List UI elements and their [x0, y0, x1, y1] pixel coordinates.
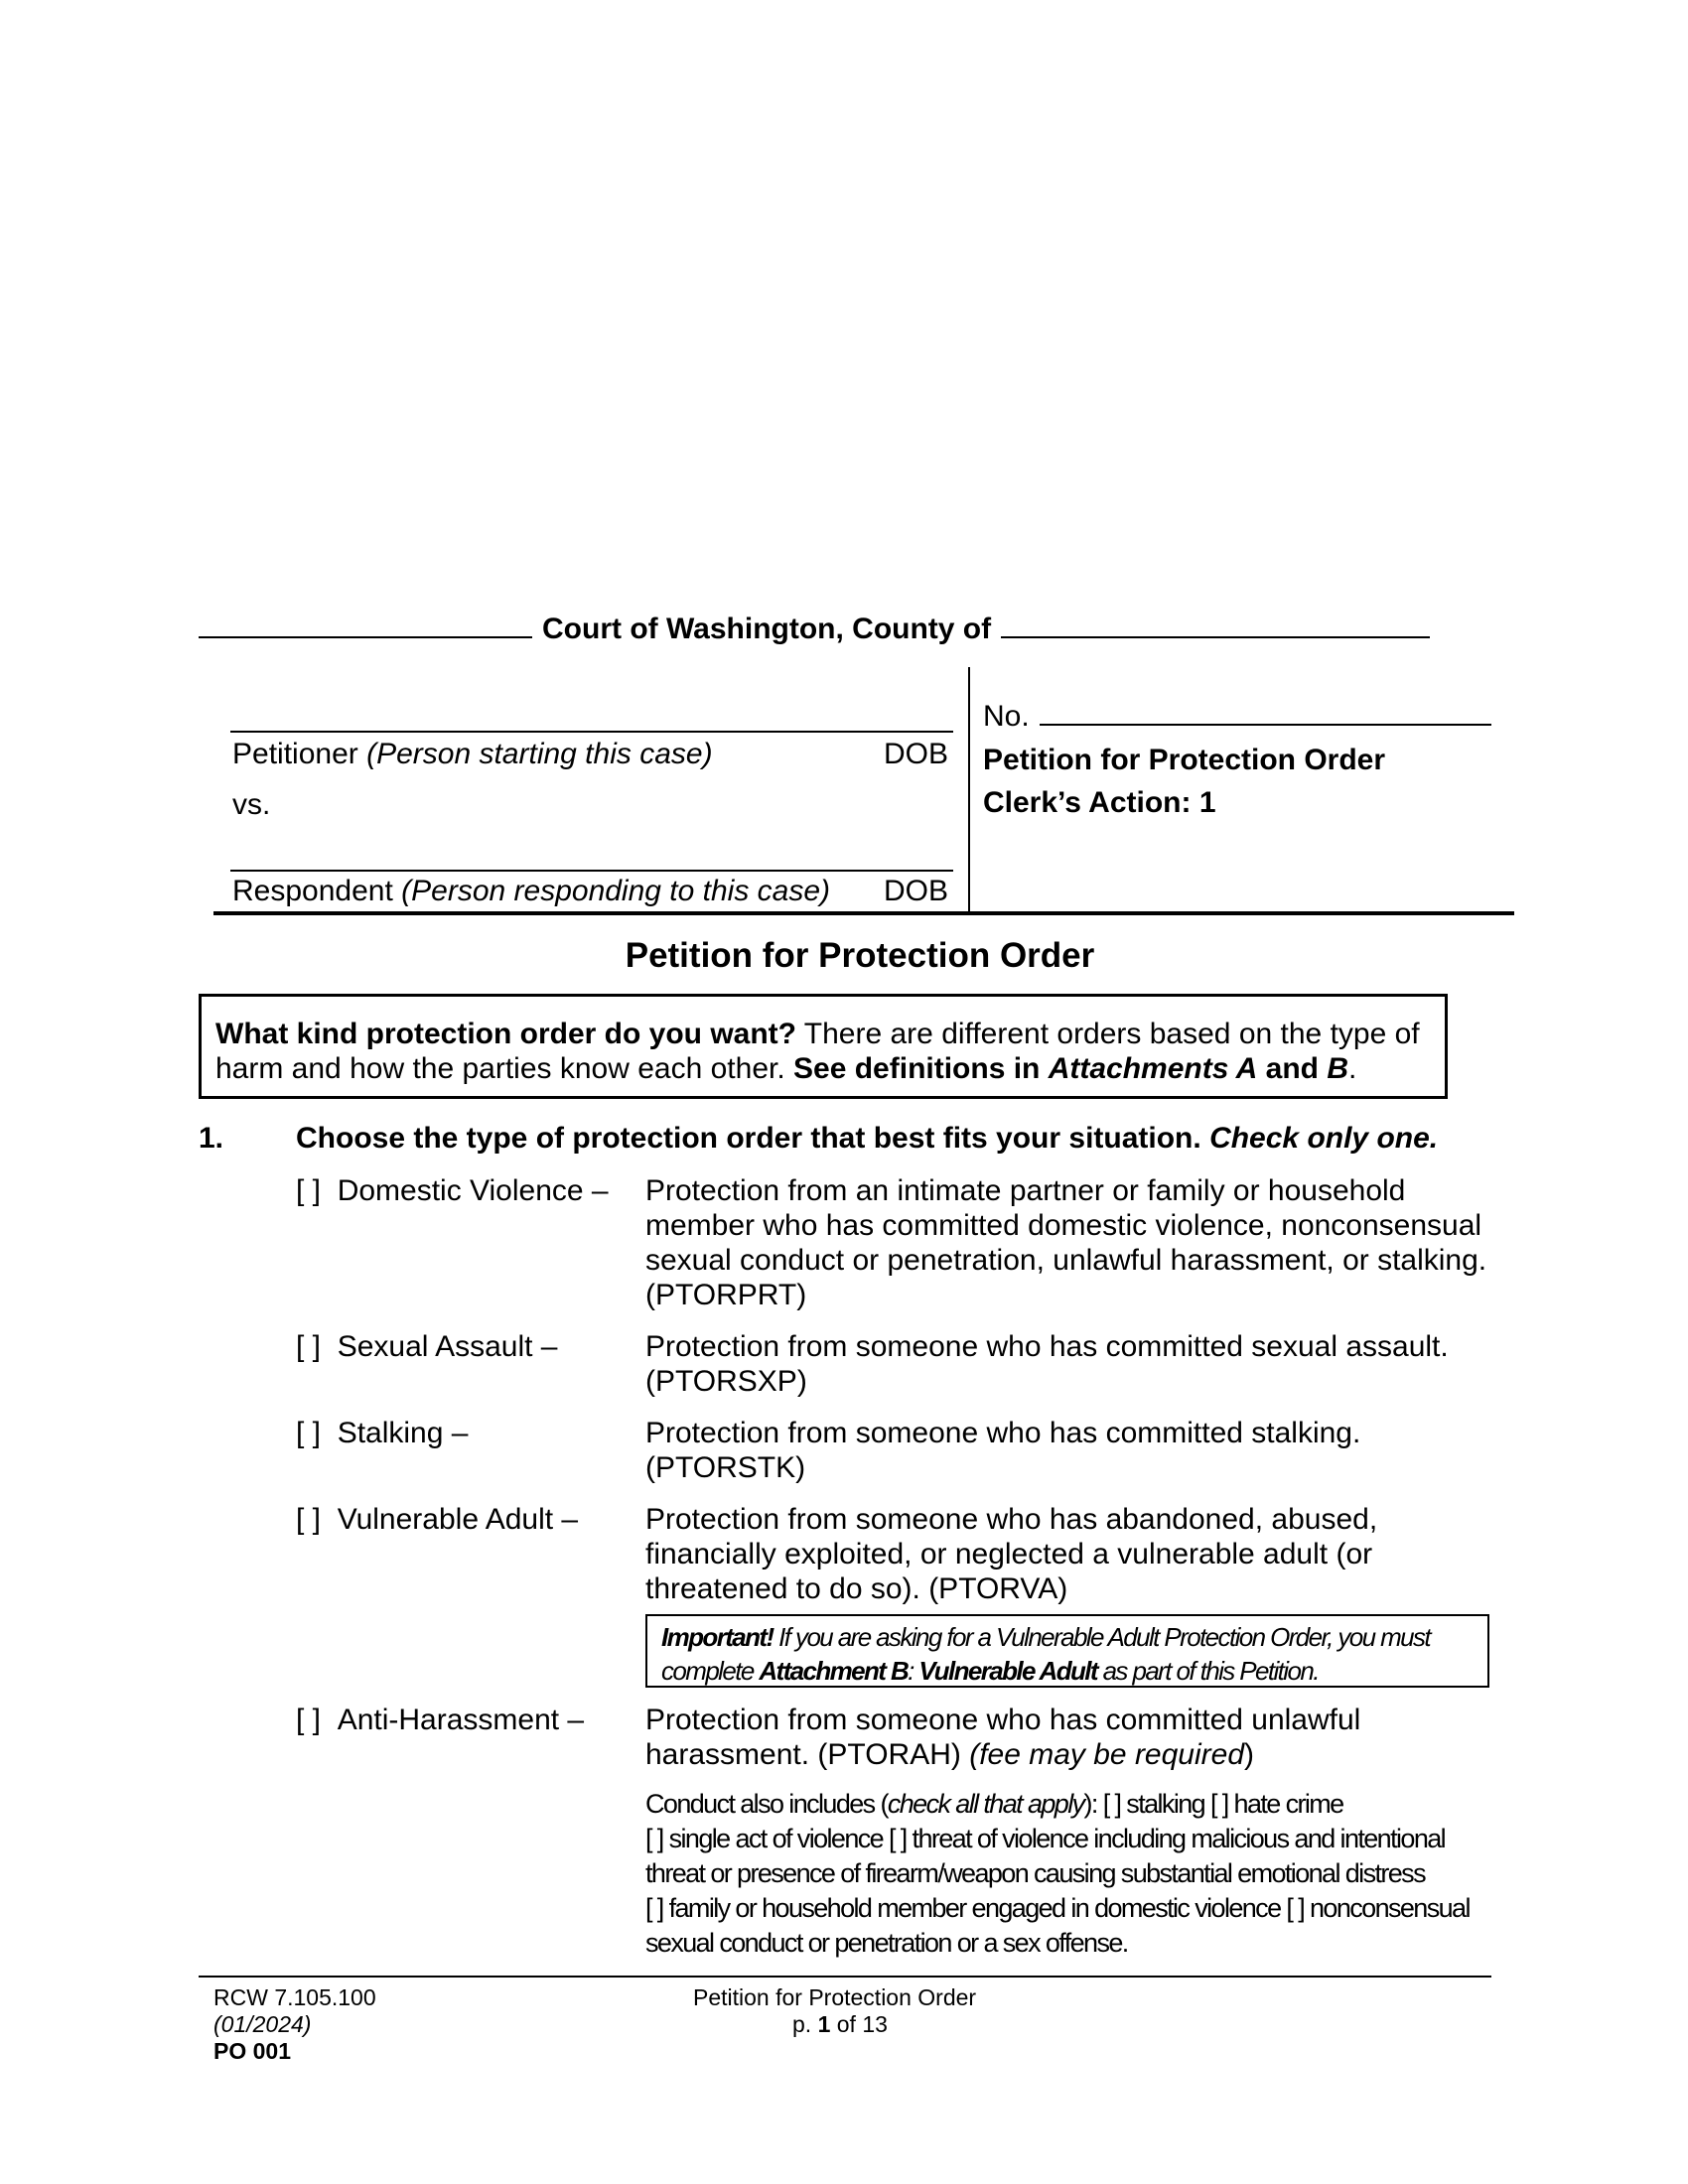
check-only-note: Check only one. — [1209, 1122, 1439, 1155]
petitioner-note: (Person starting this case) — [366, 738, 713, 770]
intro-question: What kind protection order do you want? — [215, 1018, 796, 1050]
case-number: No. — [983, 699, 1491, 735]
conduct-line-2: [ ] single act of violence [ ] threat of violence including malicious and intentional threat or presence of firearm/weapon causing substantial emotional distress — [645, 1824, 1446, 1888]
option-stalking — [296, 1416, 468, 1450]
section1-heading: Choose the type of protection order that best fits your situation. Check only one. — [296, 1122, 1439, 1155]
checkbox[interactable]: [ ] — [296, 1330, 322, 1363]
court-name-blank[interactable] — [199, 636, 532, 638]
respondent-note: (Person responding to this case) — [401, 875, 831, 907]
footer-form: PO 001 — [213, 2038, 291, 2064]
respondent-name-line[interactable] — [230, 870, 953, 872]
vs-label: vs. — [232, 788, 271, 821]
court-header — [199, 612, 1430, 647]
footer-page: p. 1 of 13 — [792, 2011, 888, 2037]
footer-title: Petition for Protection Order — [693, 1984, 977, 2010]
fee-note: (fee may be required — [969, 1738, 1245, 1771]
conduct-line-3: [ ] family or household member engaged in domestic violence [ ] nonconsensual sexual conduct or penetration or a sex offense. — [645, 1893, 1470, 1958]
important-lead: Important! — [661, 1622, 774, 1652]
conduct-line-1: Conduct also includes (check all that apply): [ ] stalking [ ] hate crime — [645, 1789, 1343, 1819]
respondent-label: Respondent (Person responding to this case) — [232, 875, 831, 907]
intro-text: There are different orders based on the type of harm and how the parties know each other. — [215, 1018, 1420, 1085]
case-number-blank[interactable] — [1040, 724, 1491, 726]
caption-bottom-rule — [213, 911, 1514, 915]
court-text: Court of Washington, County of — [542, 613, 992, 645]
option-anti-harassment — [296, 1703, 584, 1737]
intro-see-defs: See definitions in — [793, 1052, 1049, 1085]
option-description: Protection from someone who has abandoned, abused, financially exploited, or neglected a vulnerable adult (or threatened to do so). (PTORVA) — [645, 1503, 1378, 1605]
option-sexual-assault — [296, 1329, 558, 1364]
footer-date: (01/2024) — [213, 2011, 312, 2037]
page-title: Petition for Protection Order — [625, 936, 1095, 975]
checkbox[interactable]: [ ] — [296, 1174, 322, 1207]
petitioner-dob-label: DOB — [884, 738, 949, 770]
footer-rcw: RCW 7.105.100 — [213, 1984, 376, 2010]
intro-period: . — [1348, 1052, 1357, 1085]
important-attachment: Attachment B — [759, 1656, 909, 1686]
page-number: 1 — [817, 2011, 831, 2037]
important-box: Important! If you are asking for a Vulnerable Adult Protection Order, you must complete Attachment B: Vulnerable Adult as part of this Petition. — [645, 1614, 1489, 1688]
intro-b: B — [1327, 1052, 1348, 1085]
footer-rule — [199, 1976, 1491, 1978]
intro-and: and — [1257, 1052, 1328, 1085]
petitioner-label: Petitioner (Person starting this case) — [232, 738, 713, 770]
option-description: Protection from someone who has committed stalking. (PTORSTK) — [645, 1417, 1361, 1484]
option-label: Sexual Assault – — [337, 1330, 558, 1363]
option-label: Stalking – — [337, 1417, 469, 1449]
checkbox[interactable]: [ ] — [296, 1503, 322, 1536]
respondent-dob-label: DOB — [884, 875, 949, 907]
important-va: Vulnerable Adult — [918, 1656, 1097, 1686]
option-description: Protection from someone who has committed sexual assault. (PTORSXP) — [645, 1330, 1449, 1398]
option-description: Protection from someone who has committed unlawful harassment. (PTORAH) (fee may be required) — [645, 1704, 1361, 1771]
caption-divider — [968, 667, 970, 913]
intro-attachments: Attachments A — [1048, 1052, 1258, 1085]
option-label: Anti-Harassment – — [337, 1704, 585, 1736]
conduct-options — [645, 1787, 1489, 1961]
option-label: Vulnerable Adult – — [337, 1503, 579, 1536]
option-label: Domestic Violence – — [337, 1174, 609, 1207]
checkbox[interactable]: [ ] — [296, 1417, 322, 1449]
checkbox[interactable]: [ ] — [296, 1704, 322, 1736]
option-domestic-violence — [296, 1173, 609, 1208]
option-vulnerable-adult — [296, 1502, 578, 1537]
county-blank[interactable] — [1001, 636, 1430, 638]
petitioner-name-line[interactable] — [230, 731, 953, 733]
intro-box — [199, 994, 1448, 1099]
clerks-action: Clerk’s Action: 1 — [983, 786, 1216, 819]
check-all-note: check all that apply — [887, 1789, 1084, 1819]
doc-title-caption: Petition for Protection Order — [983, 744, 1386, 776]
option-description: Protection from an intimate partner or family or household member who has committed domestic violence, nonconsensual sexual conduct or penetration, unlawful harassment, or stalking. (PTORPRT) — [645, 1174, 1487, 1311]
section1-number: 1. — [199, 1122, 224, 1155]
